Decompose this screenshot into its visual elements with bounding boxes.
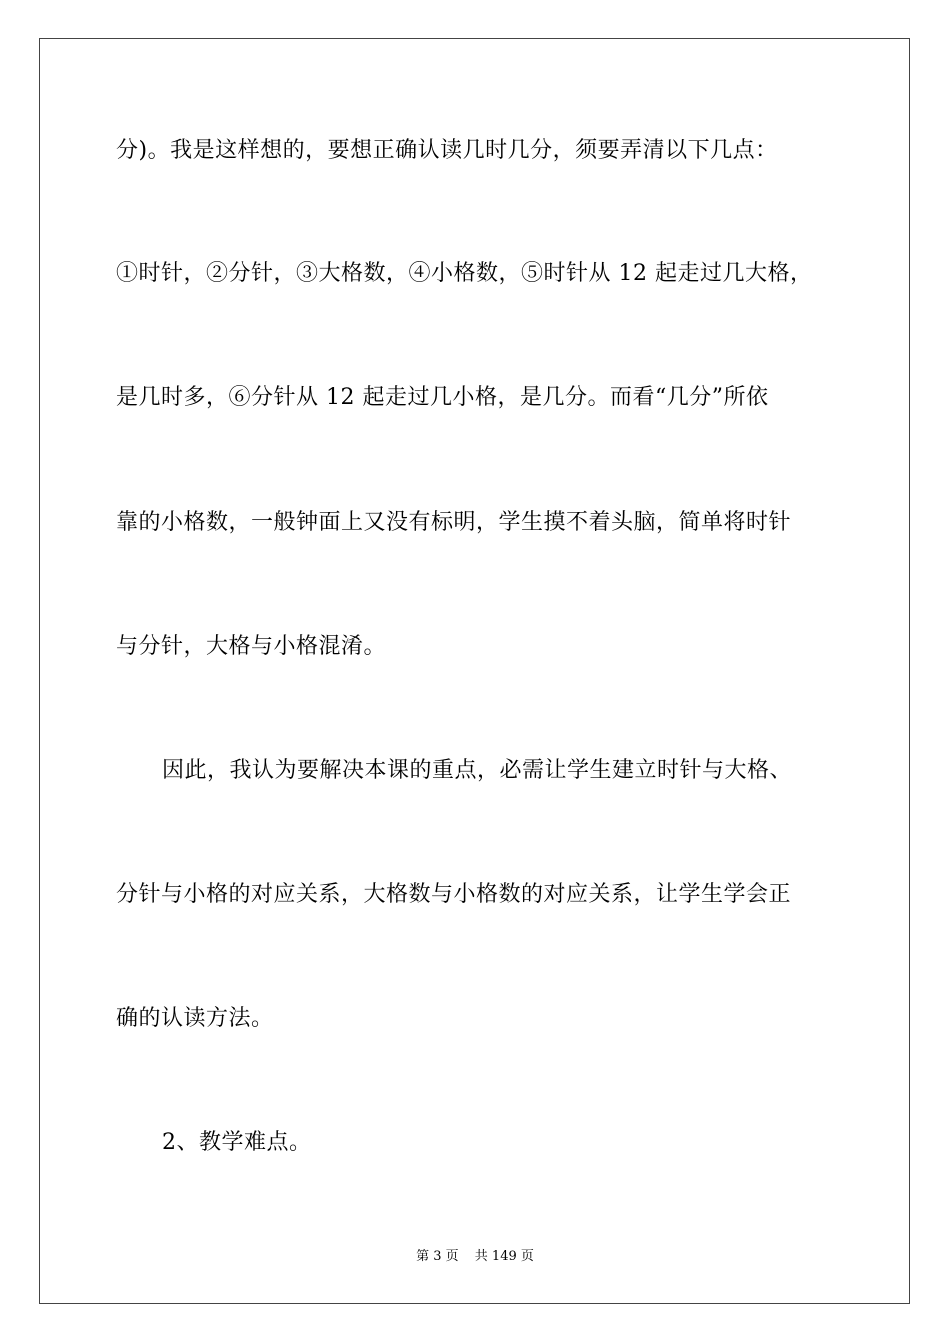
- paragraph-line: 是几时多，⑥分针从 12 起走过几小格，是几分。而看“几分”所依: [116, 385, 769, 410]
- section-heading: 2、教学难点。: [162, 1130, 312, 1155]
- paragraph-line: 与分针，大格与小格混淆。: [116, 634, 387, 659]
- paragraph-line: 靠的小格数，一般钟面上又没有标明，学生摸不着头脑，简单将时针: [116, 510, 792, 535]
- paragraph-line: 确的认读方法。: [116, 1006, 274, 1031]
- paragraph-line: 分)。我是这样想的，要想正确认读几时几分，须要弄清以下几点：: [116, 138, 778, 163]
- page-footer: [0, 1248, 950, 1266]
- page-number: 第 3 页: [416, 1249, 459, 1264]
- paragraph-line: 分针与小格的对应关系，大格数与小格数的对应关系，让学生学会正: [116, 882, 792, 907]
- page-total: 共 149 页: [474, 1249, 534, 1264]
- paragraph-line: ①时针，②分针，③大格数，④小格数，⑤时针从 12 起走过几大格，: [116, 261, 813, 286]
- paragraph-line: 因此，我认为要解决本课的重点，必需让学生建立时针与大格、: [162, 758, 793, 783]
- page-frame: [39, 38, 910, 1304]
